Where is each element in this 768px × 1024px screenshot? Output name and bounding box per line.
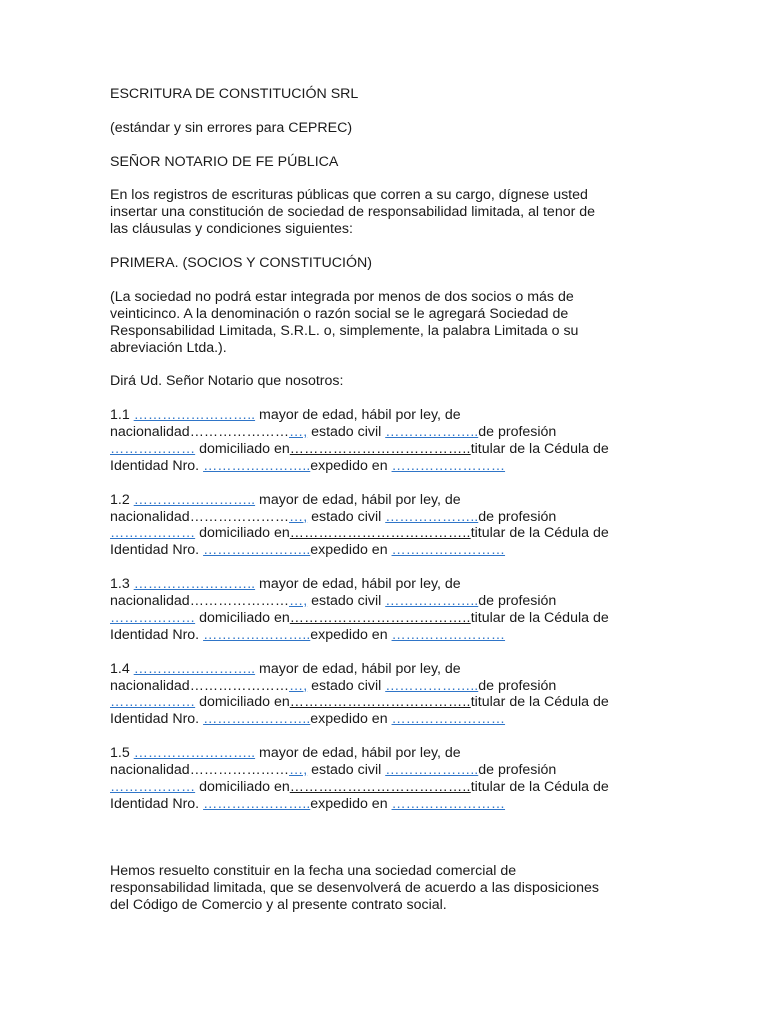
profession-blank-field[interactable]: ……………… — [110, 778, 196, 795]
nationality-label: nacionalidad — [110, 762, 190, 779]
partner-block — [110, 576, 670, 644]
domicile-blank-field[interactable]: ……………………………….. — [289, 525, 471, 542]
nationality-label: nacionalidad — [110, 424, 190, 441]
nationality-dots: ………………… — [189, 424, 289, 441]
id-number-blank-field[interactable]: ………………….. — [203, 626, 311, 643]
partner-line-3 — [110, 441, 670, 458]
id-holder-label: titular de la Cédula de — [470, 525, 609, 542]
partners-list — [110, 407, 670, 813]
closing-line: Hemos resuelto constituir en la fecha una sociedad comercial de — [110, 863, 517, 880]
issued-in-label: expedido en — [310, 711, 392, 728]
partner-line-3 — [110, 610, 670, 627]
id-number-blank-field[interactable]: ………………….. — [203, 711, 311, 728]
document-page — [110, 86, 670, 931]
id-number-blank-field[interactable]: ………………….. — [203, 795, 311, 812]
nationality-blank-field[interactable]: …, — [289, 677, 308, 694]
partner-line-4 — [110, 711, 670, 728]
partner-number: 1.2 — [110, 491, 130, 508]
name-blank-field[interactable]: …………………….. — [133, 491, 256, 508]
partner-line-4 — [110, 542, 670, 559]
domicile-blank-field[interactable]: ……………………………….. — [289, 609, 471, 626]
name-blank-field[interactable]: …………………….. — [133, 745, 256, 762]
profession-label: de profesión — [478, 677, 557, 694]
domicile-label: domiciliado en — [195, 694, 290, 711]
id-number-label: Identidad Nro. — [110, 795, 204, 812]
document-subtitle — [110, 120, 670, 137]
profession-label: de profesión — [478, 762, 557, 779]
partner-number: 1.3 — [110, 576, 130, 593]
nationality-blank-field[interactable]: …, — [289, 762, 308, 779]
title-text: ESCRITURA DE CONSTITUCIÓN SRL — [110, 86, 359, 102]
issued-in-label: expedido en — [310, 457, 392, 474]
domicile-blank-field[interactable]: ……………………………….. — [289, 694, 471, 711]
profession-label: de profesión — [478, 424, 557, 441]
civil-status-label: estado civil — [307, 424, 386, 441]
domicile-blank-field[interactable]: ……………………………….. — [289, 440, 471, 457]
profession-blank-field[interactable]: ……………… — [110, 440, 196, 457]
intro-line: insertar una constitución de sociedad de responsabilidad limitada, al tenor de — [110, 204, 596, 221]
id-holder-label: titular de la Cédula de — [470, 694, 609, 711]
clause-heading — [110, 255, 670, 272]
name-blank-field[interactable]: …………………….. — [133, 660, 256, 677]
nationality-label: nacionalidad — [110, 508, 190, 525]
closing-line: del Código de Comercio y al presente contrato social. — [110, 897, 447, 914]
id-number-label: Identidad Nro. — [110, 457, 204, 474]
intro-paragraph — [110, 187, 670, 238]
partner-block — [110, 661, 670, 729]
age-text: mayor de edad, hábil por ley, de — [255, 745, 461, 762]
name-blank-field[interactable]: …………………….. — [133, 576, 256, 593]
age-text: mayor de edad, hábil por ley, de — [255, 491, 461, 508]
partner-line-4 — [110, 627, 670, 644]
issued-in-blank-field[interactable]: …………………… — [391, 542, 506, 559]
civil-status-label: estado civil — [307, 508, 386, 525]
lead-in — [110, 373, 670, 390]
issued-in-blank-field[interactable]: …………………… — [391, 457, 506, 474]
age-text: mayor de edad, hábil por ley, de — [255, 407, 461, 424]
domicile-label: domiciliado en — [195, 525, 290, 542]
lead-in-text: Dirá Ud. Señor Notario que nosotros: — [110, 373, 344, 390]
partner-line-2 — [110, 424, 670, 441]
note-line: veinticinco. A la denominación o razón social se le agregará Sociedad de — [110, 305, 569, 322]
id-number-blank-field[interactable]: ………………….. — [203, 457, 311, 474]
civil-status-label: estado civil — [307, 762, 386, 779]
domicile-label: domiciliado en — [195, 778, 290, 795]
id-number-label: Identidad Nro. — [110, 711, 204, 728]
nationality-dots: ………………… — [189, 508, 289, 525]
civil-status-blank-field[interactable]: ……………….. — [385, 593, 479, 610]
name-blank-field[interactable]: …………………….. — [133, 407, 256, 424]
partner-number: 1.1 — [110, 407, 130, 424]
note-paragraph — [110, 289, 670, 357]
intro-line: En los registros de escrituras públicas que corren a su cargo, dígnese usted — [110, 187, 588, 204]
domicile-label: domiciliado en — [195, 609, 290, 626]
id-holder-label: titular de la Cédula de — [470, 440, 609, 457]
partner-line-1 — [110, 492, 670, 509]
nationality-blank-field[interactable]: …, — [289, 593, 308, 610]
nationality-dots: ………………… — [189, 677, 289, 694]
nationality-blank-field[interactable]: …, — [289, 508, 308, 525]
intro-line: las cláusulas y condiciones siguientes: — [110, 221, 353, 238]
partner-block — [110, 407, 670, 475]
note-line: Responsabilidad Limitada, S.R.L. o, simplemente, la palabra Limitada o su — [110, 322, 579, 339]
closing-paragraph — [110, 863, 670, 914]
addressee — [110, 154, 670, 171]
partner-line-1 — [110, 407, 670, 424]
id-number-label: Identidad Nro. — [110, 626, 204, 643]
civil-status-label: estado civil — [307, 593, 386, 610]
profession-blank-field[interactable]: ……………… — [110, 609, 196, 626]
partner-line-4 — [110, 458, 670, 475]
civil-status-blank-field[interactable]: ……………….. — [385, 424, 479, 441]
issued-in-blank-field[interactable]: …………………… — [391, 795, 506, 812]
profession-label: de profesión — [478, 508, 557, 525]
note-line: (La sociedad no podrá estar integrada por menos de dos socios o más de — [110, 288, 574, 305]
partner-line-2 — [110, 593, 670, 610]
domicile-blank-field[interactable]: ……………………………….. — [289, 778, 471, 795]
subtitle-text: (estándar y sin errores para CEPREC) — [110, 119, 353, 136]
partner-number: 1.5 — [110, 745, 130, 762]
addressee-text: SEÑOR NOTARIO DE FE PÚBLICA — [110, 153, 339, 170]
partner-line-4 — [110, 796, 670, 813]
section-spacer — [110, 830, 670, 864]
nationality-label: nacionalidad — [110, 677, 190, 694]
id-number-label: Identidad Nro. — [110, 542, 204, 559]
issued-in-blank-field[interactable]: …………………… — [391, 626, 506, 643]
profession-blank-field[interactable]: ……………… — [110, 525, 196, 542]
id-holder-label: titular de la Cédula de — [470, 778, 609, 795]
civil-status-label: estado civil — [307, 677, 386, 694]
note-line: abreviación Ltda.). — [110, 339, 227, 356]
partner-block — [110, 492, 670, 560]
nationality-dots: ………………… — [189, 762, 289, 779]
civil-status-blank-field[interactable]: ……………….. — [385, 762, 479, 779]
partner-line-1 — [110, 745, 670, 762]
partner-line-1 — [110, 661, 670, 678]
domicile-label: domiciliado en — [195, 440, 290, 457]
issued-in-label: expedido en — [310, 795, 392, 812]
nationality-blank-field[interactable]: …, — [289, 424, 308, 441]
civil-status-blank-field[interactable]: ……………….. — [385, 508, 479, 525]
nationality-label: nacionalidad — [110, 593, 190, 610]
partner-line-2 — [110, 509, 670, 526]
partner-line-3 — [110, 525, 670, 542]
clause-heading-text: PRIMERA. (SOCIOS Y CONSTITUCIÓN) — [110, 255, 372, 271]
partner-line-2 — [110, 678, 670, 695]
id-holder-label: titular de la Cédula de — [470, 609, 609, 626]
partner-line-3 — [110, 694, 670, 711]
closing-line: responsabilidad limitada, que se desenvolverá de acuerdo a las disposiciones — [110, 880, 599, 897]
age-text: mayor de edad, hábil por ley, de — [255, 576, 461, 593]
partner-line-1 — [110, 576, 670, 593]
nationality-dots: ………………… — [189, 593, 289, 610]
issued-in-label: expedido en — [310, 542, 392, 559]
partner-number: 1.4 — [110, 660, 130, 677]
partner-block — [110, 745, 670, 813]
issued-in-label: expedido en — [310, 626, 392, 643]
document-title — [110, 86, 670, 103]
id-number-blank-field[interactable]: ………………….. — [203, 542, 311, 559]
civil-status-blank-field[interactable]: ……………….. — [385, 677, 479, 694]
age-text: mayor de edad, hábil por ley, de — [255, 660, 461, 677]
profession-blank-field[interactable]: ……………… — [110, 694, 196, 711]
partner-line-2 — [110, 762, 670, 779]
issued-in-blank-field[interactable]: …………………… — [391, 711, 506, 728]
profession-label: de profesión — [478, 593, 557, 610]
partner-line-3 — [110, 779, 670, 796]
